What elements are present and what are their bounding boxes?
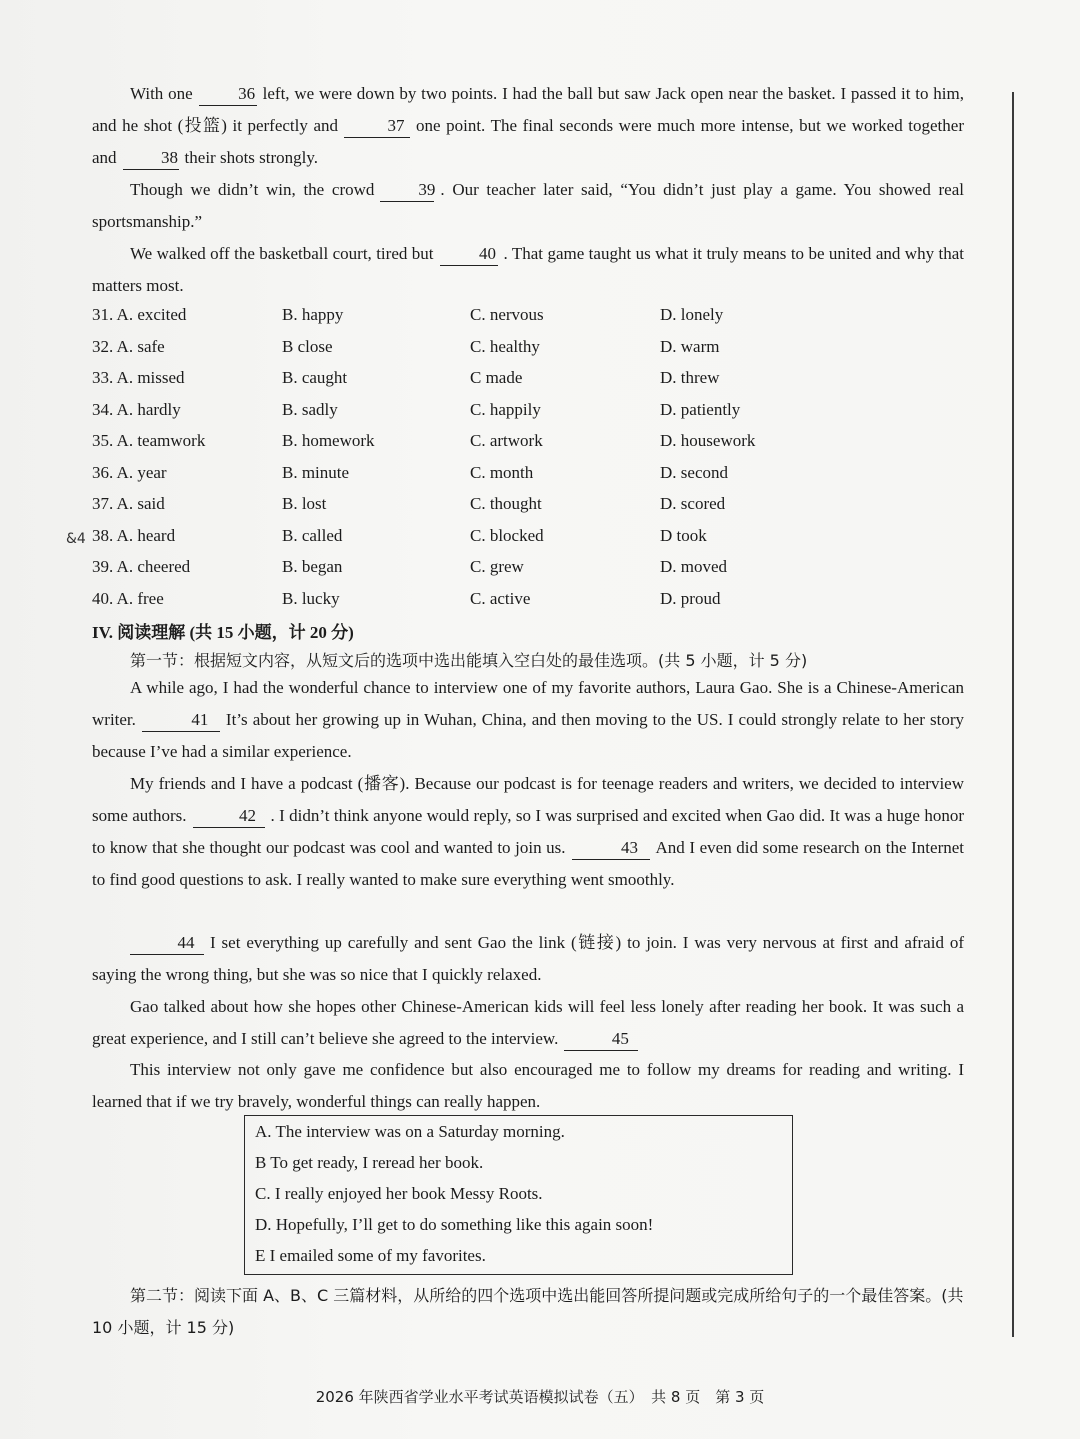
choice-a: 39. A. cheered xyxy=(92,557,191,576)
choice-row xyxy=(92,305,892,337)
handwritten-mark: &4 xyxy=(66,531,86,547)
options-box xyxy=(244,1115,793,1275)
choice-row xyxy=(92,431,892,463)
text: With one xyxy=(130,84,193,103)
choice-a: 35. A. teamwork xyxy=(92,431,206,450)
text: . That game taught us what it truly means to be united and why that matters most. xyxy=(92,244,964,295)
blank-39: 39 xyxy=(380,179,434,202)
choice-a: 33. A. missed xyxy=(92,368,185,387)
blank-43: 43 xyxy=(572,837,650,860)
choice-b: B. sadly xyxy=(282,399,338,419)
choice-b: B. lost xyxy=(282,494,327,513)
choice-b: B close xyxy=(282,336,333,356)
choice-d: D. moved xyxy=(660,557,728,576)
choice-c: C. thought xyxy=(470,494,542,513)
text: It’s about her growing up in Wuhan, China, and then moving to the US. I could strongly relate to her story because I’ve had a similar experience. xyxy=(92,710,964,761)
blank-38: 38 xyxy=(123,147,179,170)
choice-c: C. grew xyxy=(470,557,524,576)
passage-paragraph xyxy=(92,174,964,238)
choice-c: C. artwork xyxy=(470,431,543,450)
option-c: C. I really enjoyed her book Messy Roots. xyxy=(255,1184,543,1203)
reading-paragraph: This interview not only gave me confidence but also encouraged me to follow my dreams for reading and writing. I learned that if we try bravely, wonderful things can really happen. xyxy=(92,1060,964,1111)
section-heading: IV. 阅读理解 (共 15 小题，计 20 分) xyxy=(92,623,354,642)
reading-paragraph xyxy=(92,768,964,896)
blank-45: 45 xyxy=(564,1028,638,1051)
choice-a: 32. A. safe xyxy=(92,336,165,356)
choice-c: C. blocked xyxy=(470,525,544,545)
blank-44: 44 xyxy=(130,932,204,955)
choice-a: 37. A. said xyxy=(92,494,165,513)
choice-d: D. proud xyxy=(660,588,721,608)
choice-b: B. began xyxy=(282,557,343,576)
text: their shots strongly. xyxy=(184,148,319,167)
choice-d: D. warm xyxy=(660,336,720,356)
text: . Our teacher later said, “You didn’t just play a game. You showed real sportsmanship.” xyxy=(92,180,964,231)
choice-row xyxy=(92,337,892,369)
text: one point. The final seconds were much more intense, but we worked together and xyxy=(92,116,964,167)
blank-41: 41 xyxy=(142,709,220,732)
choice-row xyxy=(92,494,892,526)
part2-instruction: 第二节：阅读下面 A、B、C 三篇材料，从所给的四个选项中选出能回答所提问题或完成所给句子的一个最佳答案。(共 10 小题，计 15 分) xyxy=(92,1286,964,1337)
choice-c: C. month xyxy=(470,462,534,482)
choice-a: 38. A. heard xyxy=(92,525,176,545)
text: Though we didn’t win, the crowd xyxy=(130,180,375,199)
choice-b: B. caught xyxy=(282,368,348,387)
option-d: D. Hopefully, I’ll get to do something like this again soon! xyxy=(255,1215,654,1234)
choice-b: B. happy xyxy=(282,305,344,324)
choice-d: D. second xyxy=(660,462,728,482)
choice-b: B. homework xyxy=(282,431,375,450)
choice-b: B. minute xyxy=(282,462,350,482)
text: My friends and I have a podcast (播客). Because our podcast is for teenage readers and writers, we decided to interview some authors. xyxy=(92,774,964,825)
page-footer: 2026 年陕西省学业水平考试英语模拟试卷（五） 共 8 页 第 3 页 xyxy=(315,1388,765,1406)
passage-paragraph xyxy=(92,238,964,302)
text: . I didn’t think anyone would reply, so I was surprised and excited when Gao did. It was a huge honor to know that she thought our podcast was cool and wanted to join us. xyxy=(92,806,964,857)
choice-row xyxy=(92,557,892,589)
text: Gao talked about how she hopes other Chinese-American kids will feel less lonely after reading her book. It was such a great experience, and I still can’t believe she agreed to the interview. xyxy=(92,997,964,1048)
blank-37: 37 xyxy=(344,115,410,138)
choice-c: C. healthy xyxy=(470,336,540,356)
part1-instruction: 第一节：根据短文内容，从短文后的选项中选出能填入空白处的最佳选项。(共 5 小题，计 5 分) xyxy=(130,651,808,670)
reading-paragraph xyxy=(92,927,964,991)
choice-b: B. lucky xyxy=(282,588,340,608)
choice-row xyxy=(92,400,892,432)
text: A while ago, I had the wonderful chance to interview one of my favorite authors, Laura Gao. She is a Chinese-American writer. xyxy=(92,678,964,729)
choice-d: D. lonely xyxy=(660,305,724,324)
choice-d: D. patiently xyxy=(660,399,741,419)
choice-a: 34. A. hardly xyxy=(92,399,181,419)
choice-row xyxy=(92,368,892,400)
option-b: B To get ready, I reread her book. xyxy=(255,1153,484,1172)
choice-row xyxy=(92,589,892,621)
choice-c: C made xyxy=(470,368,523,387)
choice-a: 40. A. free xyxy=(92,588,164,608)
text: left, we were down by two points. I had the ball but saw Jack open near the basket. I passed it to him, and he shot (投篮) it perfectly and xyxy=(92,84,964,135)
choice-b: B. called xyxy=(282,525,343,545)
choice-d: D. housework xyxy=(660,431,756,450)
reading-paragraph xyxy=(92,991,964,1055)
margin-rule xyxy=(1012,92,1014,1337)
choice-a: 36. A. year xyxy=(92,462,167,482)
text: We walked off the basketball court, tired but xyxy=(130,244,434,263)
option-a: A. The interview was on a Saturday morning. xyxy=(255,1122,565,1141)
blank-40: 40 xyxy=(440,243,498,266)
text: And I even did some research on the Internet to find good questions to ask. I really wanted to make sure everything went smoothly. xyxy=(92,838,964,889)
blank-42: 42 xyxy=(193,805,265,828)
reading-paragraph xyxy=(92,672,964,768)
passage-paragraph xyxy=(92,78,964,174)
choice-c: C. happily xyxy=(470,399,541,419)
choice-c: C. nervous xyxy=(470,305,544,324)
choice-a: 31. A. excited xyxy=(92,305,187,324)
choice-c: C. active xyxy=(470,588,531,608)
choice-d: D took xyxy=(660,525,707,545)
choice-row xyxy=(92,526,892,558)
choice-d: D. threw xyxy=(660,368,720,387)
option-e: E I emailed some of my favorites. xyxy=(255,1246,486,1265)
blank-36: 36 xyxy=(199,83,257,106)
choice-row xyxy=(92,463,892,495)
choice-d: D. scored xyxy=(660,494,726,513)
text: I set everything up carefully and sent Gao the link (链接) to join. I was very nervous at first and afraid of saying the wrong thing, but she was so nice that I quickly relaxed. xyxy=(92,933,964,984)
